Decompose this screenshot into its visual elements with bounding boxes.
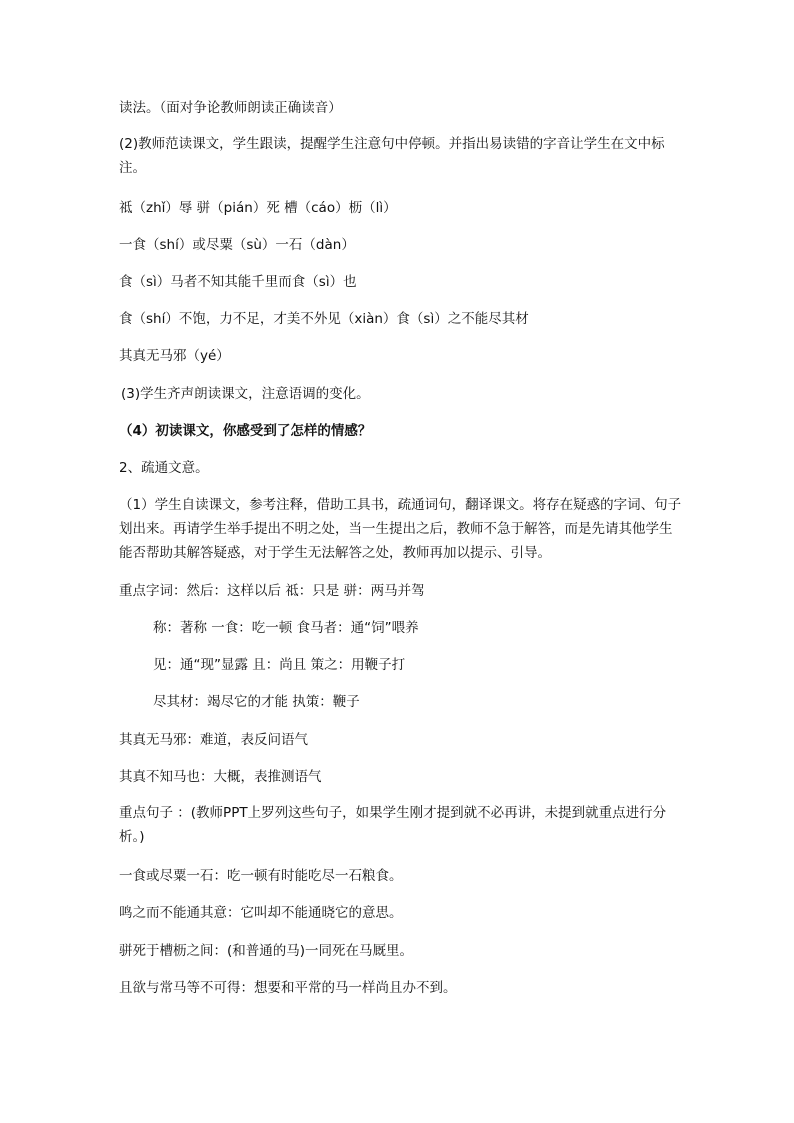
section-heading: 2、疏通文意。 (119, 460, 209, 476)
text-line: 读法。（面对争论教师朗读正确读音） (119, 100, 342, 116)
text-line: 祗（zhǐ）辱 骈（pián）死 槽（cáo）枥（lì） (119, 200, 397, 216)
text-line: 食（shí）不饱，力不足，才美不外见（xiàn）食（sì）之不能尽其材 (119, 311, 529, 327)
paragraph: 重点句子 ：(教师PPT上罗列这些句子，如果学生刚才提到就不必再讲，未提到就重点进行分析。) (119, 805, 667, 845)
text-line: (3)学生齐声朗读课文，注意语调的变化。 (121, 386, 370, 402)
text-line: 其真无马邪（yé） (119, 348, 230, 364)
text-line: 见：通“现”显露 且：尚且 策之：用鞭子打 (153, 657, 406, 673)
text-line: 食（sì）马者不知其能千里而食（sì）也 (119, 274, 357, 290)
text-line: 其真无马邪：难道，表反问语气 (119, 732, 308, 748)
text-line: 重点字词：然后：这样以后 祗：只是 骈：两马并驾 (119, 583, 425, 599)
text-line: 尽其材：竭尽它的才能 执策：鞭子 (153, 694, 360, 710)
paragraph: （1）学生自读课文，参考注释，借助工具书，疏通词句，翻译课文。将存在疑惑的字词、句子划出来。再请学生举手提出不明之处，当一生提出之后，教师不急于解答，而是先请其他学生能否帮助其解答疑惑，对于学生无法解答之处，教师再加以提示、引导。 (119, 497, 682, 561)
text-line: 鸣之而不能通其意：它叫却不能通晓它的意思。 (119, 905, 403, 921)
text-line: 且欲与常马等不可得：想要和平常的马一样尚且办不到。 (119, 980, 457, 996)
text-line: 称：著称 一食：吃一顿 食马者：通“饲”喂养 (153, 620, 419, 636)
text-line: 一食或尽粟一石：吃一顿有时能吃尽一石粮食。 (119, 868, 403, 884)
text-line: 一食（shí）或尽粟（sù）一石（dàn） (119, 237, 355, 253)
text-line: 其真不知马也：大概，表推测语气 (119, 769, 322, 785)
section-heading: （4）初读课文，你感受到了怎样的情感？ (119, 423, 372, 439)
paragraph: (2)教师范读课文，学生跟读，提醒学生注意句中停顿。并指出易读错的字音让学生在文中标注。 (119, 136, 665, 176)
text-line: 骈死于槽枥之间：(和普通的马)一同死在马厩里。 (119, 943, 414, 959)
